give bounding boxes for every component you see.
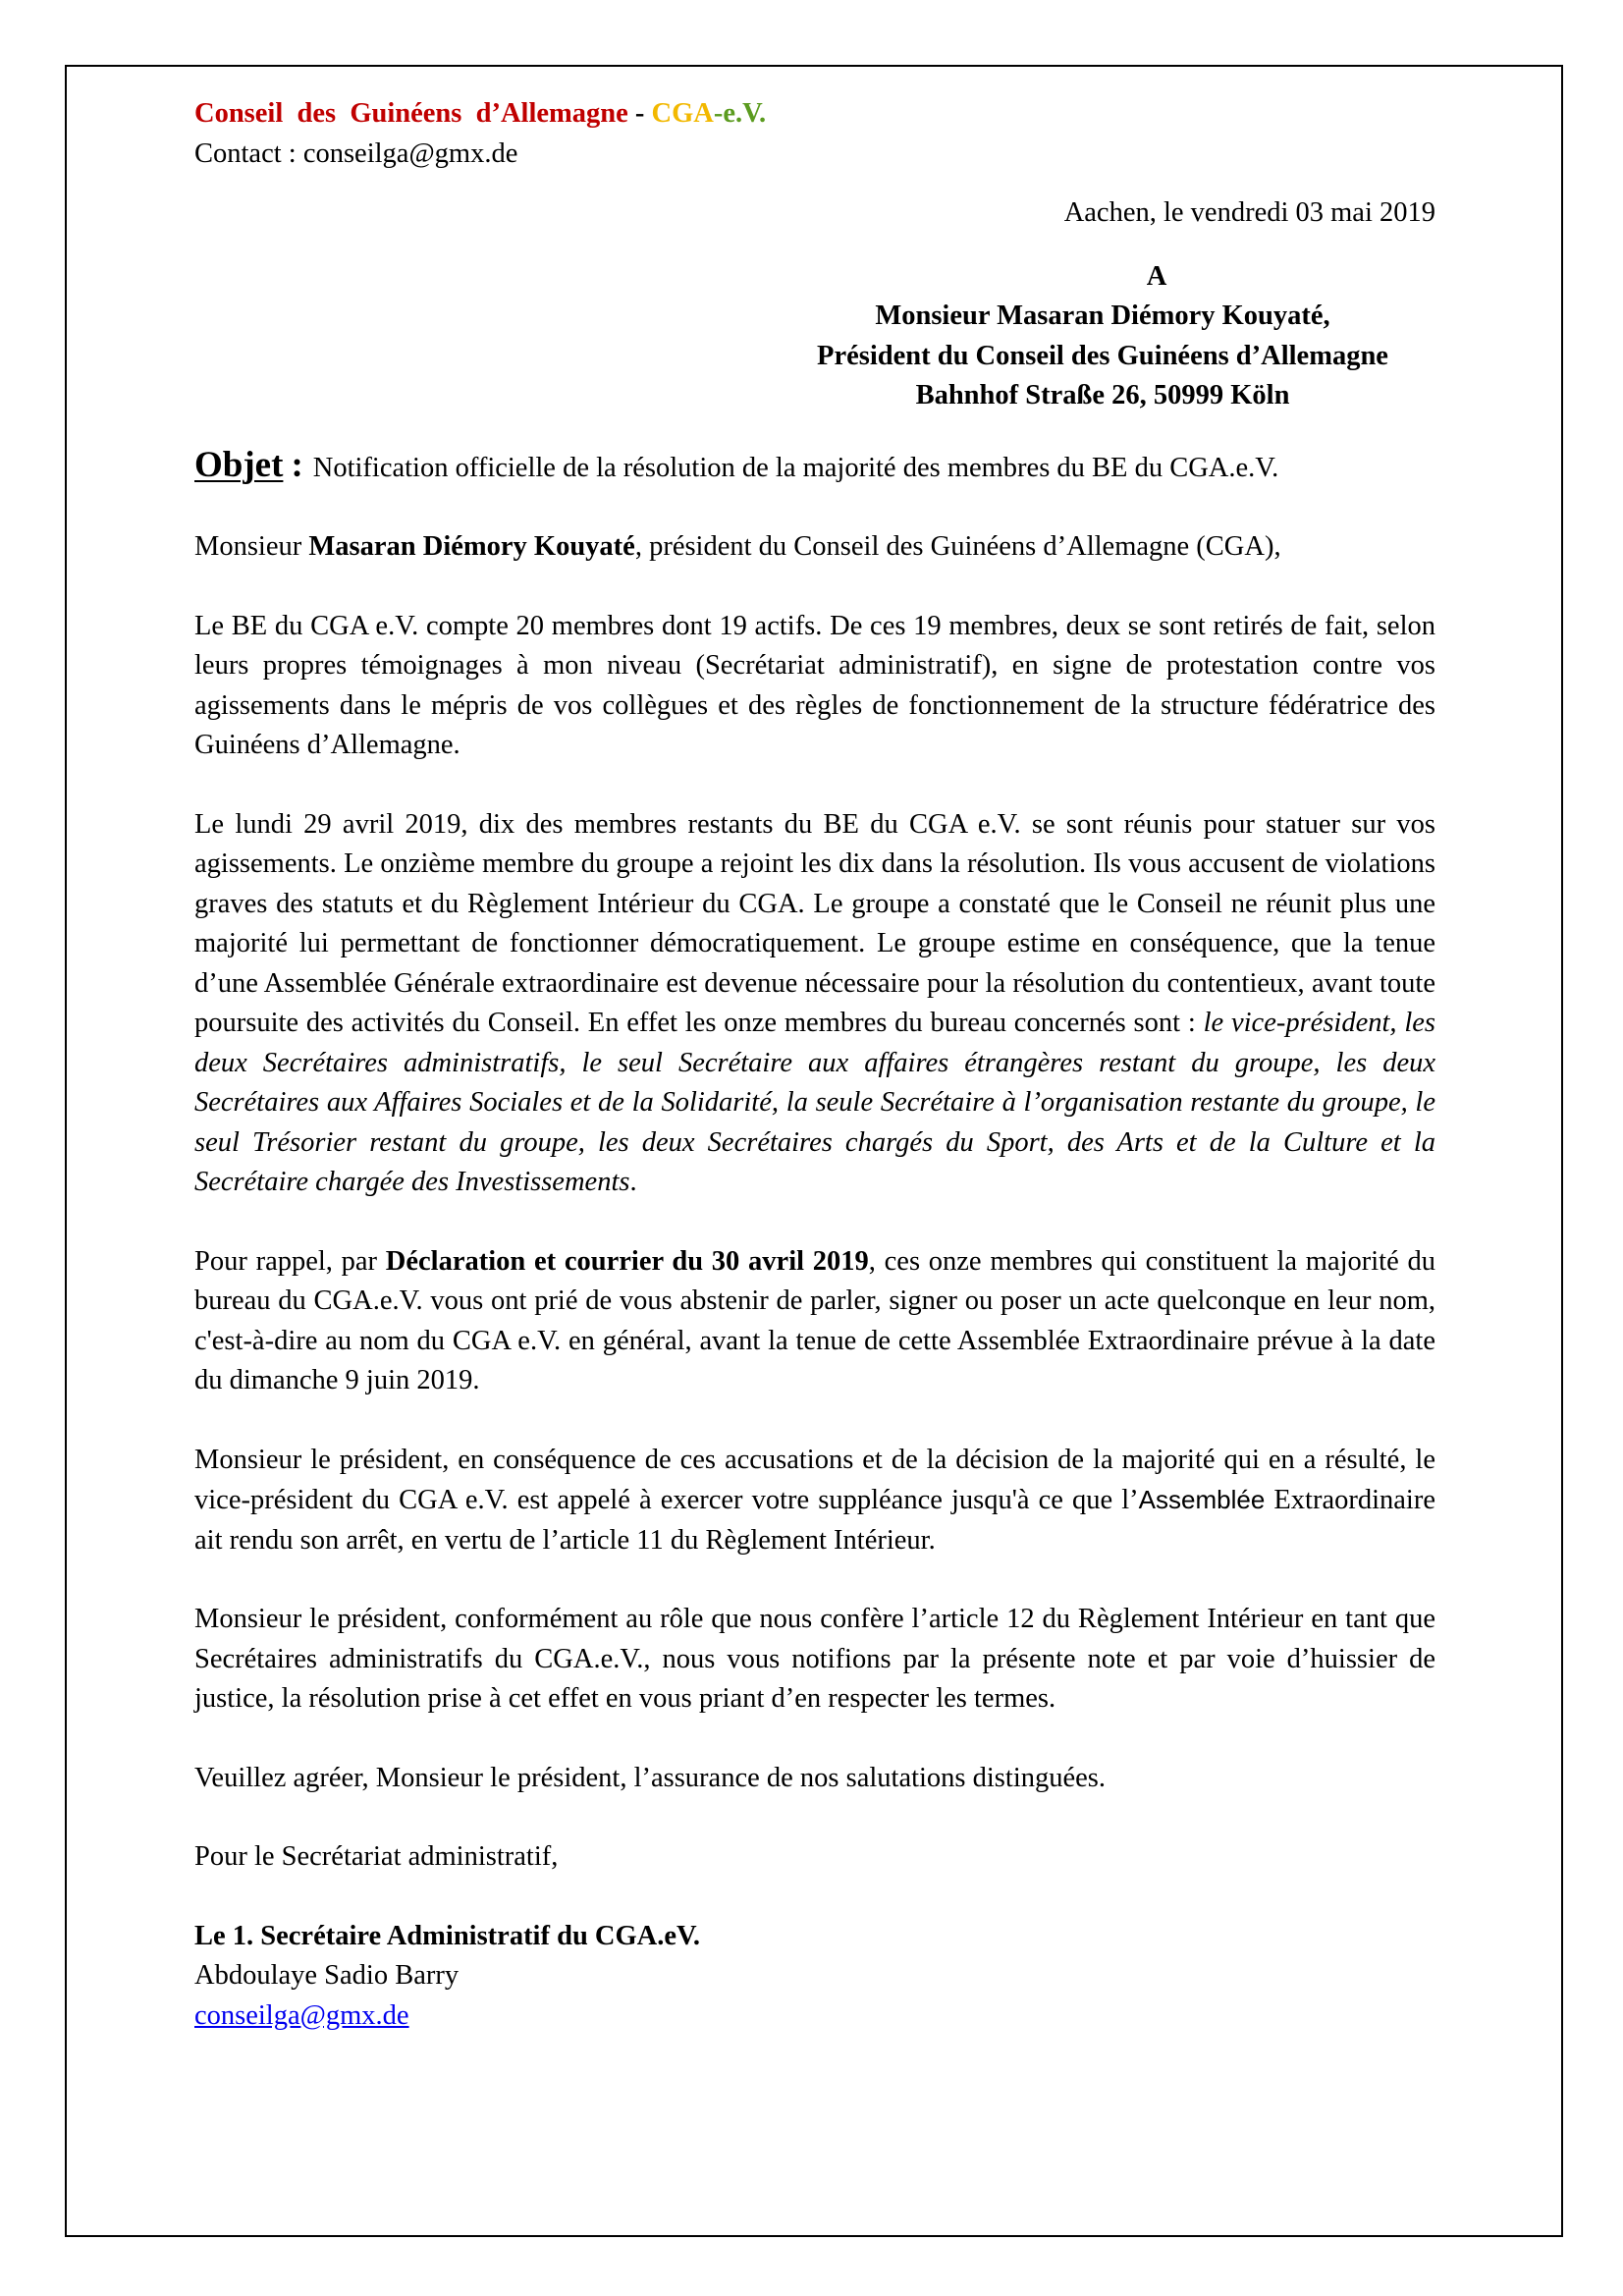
subject-colon: : (291, 444, 303, 485)
subject-line (194, 446, 1435, 489)
signature-block (194, 1917, 1435, 2037)
recipient-name: Monsieur Masaran Diémory Kouyaté, (875, 301, 1330, 331)
letter-body (194, 94, 1435, 2036)
paragraph-5: Monsieur le président, conformément au rôle que nous confère l’article 12 du Règlement Intérieur en tant que Secrétaires administratifs du CGA.e.V., nous vous notifions par la présente note et par voie d’huissier de justice, la résolution prise à cet effet en vous priant d’en respecter les termes. (194, 1604, 1435, 1714)
salutation-name: Masaran Diémory Kouyaté (308, 531, 635, 562)
subject-label: Objet (194, 444, 284, 485)
letterhead-contact: Contact : conseilga@gmx.de (194, 137, 518, 169)
paragraph-2 (194, 805, 1435, 1203)
signature-name: Abdoulaye Sadio Barry (194, 1960, 460, 1991)
salutation-suffix: , président du Conseil des Guinéens d’Allemagne (CGA), (634, 531, 1281, 562)
paragraph-4-end: Extraordinaire ait rendu son arrêt, en vertu de l’article 11 du Règlement Intérieur. (194, 1485, 1435, 1556)
salutation (194, 527, 1435, 568)
paragraph-4 (194, 1441, 1435, 1561)
paragraph-2-members-list: le vice-président, les deux Secrétaires administratifs, le seul Secrétaire aux affaires étrangères restant du groupe, les deux Secrétaires aux Affaires Sociales et de la Solidarité, la seule Secrétaire à l’organisation restante du groupe, le seul Trésorier restant du groupe, les deux Secrétaires chargés du Sport, des Arts et de la Culture et la Secrétaire chargée des Investissements (194, 1008, 1435, 1197)
subject-text: Notification officielle de la résolution de la majorité des membres du BE du CGA.e.V. (312, 452, 1279, 483)
paragraph-3 (194, 1242, 1435, 1401)
organization-abbreviation: CGA (651, 98, 714, 129)
paragraph-3-end: , ces onze membres qui constituent la majorité du bureau du CGA.e.V. vous ont prié de vous abstenir de parler, signer ou poser un acte quelconque en leur nom, c'est-à-dire au nom du CGA e.V. en général, avant la tenue de cette Assemblée Extraordinaire prévue à la date du dimanche 9 juin 2019. (194, 1245, 1435, 1395)
paragraph-3-start: Pour rappel, par (194, 1245, 386, 1277)
recipient-address: Bahnhof Straße 26, 50999 Köln (915, 380, 1290, 410)
paragraph-2-text: Le lundi 29 avril 2019, dix des membres restants du BE du CGA e.V. se sont réunis pour statuer sur vos agissements. Le onzième membre du groupe a rejoint les dix dans la résolution. Ils vous accusent de violations graves des statuts et du Règlement Intérieur du CGA. Le groupe a constaté que le Conseil ne réunit plus une majorité lui permettant de fonctionner démocratiquement. Le groupe estime en conséquence, que la tenue d’une Assemblée Générale extraordinaire est devenue nécessaire pour la résolution du contentieux, avant toute poursuite des activités du Conseil. En effet les onze membres du bureau concernés sont : (194, 808, 1435, 1038)
recipient-title: Président du Conseil des Guinéens d’Allemagne (817, 340, 1388, 371)
letter-date: Aachen, le vendredi 03 mai 2019 (1063, 197, 1435, 228)
paragraph-1: Le BE du CGA e.V. compte 20 membres dont 19 actifs. De ces 19 membres, deux se sont retirés de fait, selon leurs propres témoignages à mon niveau (Secrétariat administratif), en signe de protestation contre vos agissements dans le mépris de vos collègues et des règles de fonctionnement de la structure fédératrice des Guinéens d’Allemagne. (194, 610, 1435, 760)
paragraph-3-declaration: Déclaration et courrier du 30 avril 2019 (385, 1245, 869, 1277)
organization-abbreviation-suffix: -e.V. (713, 98, 767, 129)
paragraph-2-end: . (629, 1167, 637, 1197)
letterhead-separator: - (627, 98, 652, 129)
organization-name: Conseil des Guinéens d’Allemagne (194, 98, 628, 129)
recipient-block (813, 257, 1392, 416)
recipient-prefix: A (1146, 260, 1167, 292)
salutation-prefix: Monsieur (194, 531, 309, 562)
letterhead-organization (194, 94, 1435, 135)
signature-title: Le 1. Secrétaire Administratif du CGA.eV. (194, 1920, 701, 1951)
paragraph-on-behalf: Pour le Secrétariat administratif, (194, 1841, 559, 1872)
paragraph-4-start: Monsieur le président, en conséquence de ces accusations et de la décision de la majorité qui en a résulté, le vice-président du CGA e.V. est appelé à exercer votre suppléance jusqu'à ce que l’ (194, 1444, 1435, 1515)
paragraph-4-assemblee: Assemblée (1138, 1485, 1266, 1514)
paragraph-closing: Veuillez agréer, Monsieur le président, l’assurance de nos salutations distinguées. (194, 1762, 1107, 1793)
signature-email-link[interactable]: conseilga@gmx.de (194, 1999, 409, 2031)
